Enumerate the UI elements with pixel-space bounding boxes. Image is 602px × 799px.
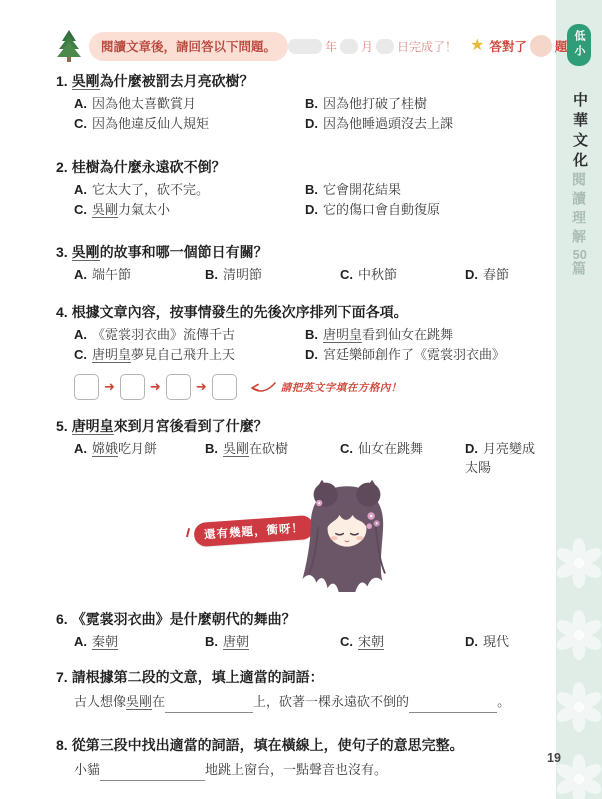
option-a: A. 《霓裳羽衣曲》流傳千古 xyxy=(74,327,236,342)
question-number: 8. xyxy=(56,737,68,753)
option-d: D. 因為他睡過頭沒去上課 xyxy=(305,116,454,131)
month-label: 月 xyxy=(361,39,374,54)
flower-icon xyxy=(556,601,602,669)
option-c: C. 宋朝 xyxy=(340,634,385,649)
option-a: A. 它太大了，砍不完。 xyxy=(74,182,210,197)
question-number: 4. xyxy=(56,304,68,320)
answer-box-1[interactable] xyxy=(74,374,99,400)
header xyxy=(56,30,568,62)
option-c: C. 因為他違反仙人規矩 xyxy=(74,116,210,131)
question-text: 從第三段中找出適當的詞語，填在橫線上，使句子的意思完整。 xyxy=(71,737,464,753)
option-b: B. 吳剛在砍樹 xyxy=(205,441,289,456)
year-label: 年 xyxy=(325,39,338,54)
series-title xyxy=(571,92,587,280)
options-q4 xyxy=(74,325,542,364)
option-a: A. 端午節 xyxy=(74,267,132,282)
option-d: D. 月亮變成太陽 xyxy=(465,441,536,475)
hint-text: 請把英文字填在方格內！ xyxy=(280,381,402,394)
option-d: D. 宮廷樂師創作了《霓裳羽衣曲》 xyxy=(305,347,506,362)
question-number: 3. xyxy=(56,244,68,260)
answer-box-2[interactable] xyxy=(120,374,145,400)
answer-box-3[interactable] xyxy=(166,374,191,400)
question-text: 請根據第二段的文意，填上適當的詞語： xyxy=(71,669,324,685)
sequence-answer-row xyxy=(74,373,542,401)
series-title-main: 中華文化 xyxy=(571,92,588,172)
series-title-sub: 閱讀理解 xyxy=(571,172,587,248)
score-input[interactable] xyxy=(530,35,552,57)
option-d: D. 現代 xyxy=(465,634,510,649)
flower-icon xyxy=(556,745,602,799)
question-text: 吳剛為什麼被罰去月亮砍樹？ xyxy=(71,73,254,89)
flower-icon xyxy=(556,529,602,597)
option-c: C. 吳剛力氣太小 xyxy=(74,202,171,217)
option-d: D. 它的傷口會自動復原 xyxy=(305,202,441,217)
question-6 xyxy=(56,610,542,651)
day-input[interactable] xyxy=(376,39,394,54)
question-text: 唐明皇來到月宮後看到了什麼？ xyxy=(71,418,268,434)
tree-icon xyxy=(56,29,82,63)
score-prefix: 答對了 xyxy=(489,40,527,54)
flower-pattern xyxy=(556,525,602,799)
illustration-area xyxy=(56,477,542,610)
option-a: A. 因為他太喜歡賞月 xyxy=(74,96,197,111)
option-b: B. 它會開花結果 xyxy=(305,182,402,197)
option-b: B. 唐朝 xyxy=(205,634,250,649)
option-c: C. 中秋節 xyxy=(340,267,398,282)
option-b: B. 唐明皇看到仙女在跳舞 xyxy=(305,327,454,342)
question-7 xyxy=(56,668,542,713)
cheer-speech-bubble: 還有幾題，衝呀！ xyxy=(193,515,314,547)
options-q2 xyxy=(74,180,542,219)
options-q3 xyxy=(74,265,542,284)
options-q5 xyxy=(74,439,542,477)
series-title-unit: 篇 xyxy=(571,261,587,280)
answer-box-4[interactable] xyxy=(212,374,237,400)
arrow-right-icon: ➜ xyxy=(104,379,115,394)
question-5 xyxy=(56,417,542,477)
question-2 xyxy=(56,158,542,219)
question-number: 7. xyxy=(56,669,68,685)
flower-icon xyxy=(556,673,602,741)
question-text: 《霓裳羽衣曲》是什麼朝代的舞曲？ xyxy=(71,611,296,627)
sidebar xyxy=(556,0,602,799)
question-1 xyxy=(56,72,542,133)
question-text: 吳剛的故事和哪一個節日有關？ xyxy=(71,244,268,260)
curly-arrow-icon xyxy=(249,380,277,394)
options-q1 xyxy=(74,94,542,133)
question-text: 根據文章內容，按事情發生的先後次序排列下面各項。 xyxy=(71,304,408,320)
month-input[interactable] xyxy=(340,39,358,54)
completion-date xyxy=(288,35,567,57)
question-4 xyxy=(56,303,542,401)
arrow-right-icon: ➜ xyxy=(149,379,161,394)
day-label: 日完成了！ xyxy=(397,39,458,54)
instruction-banner: 閱讀文章後，請回答以下問題。 xyxy=(89,32,288,61)
question-3 xyxy=(56,243,542,284)
options-q6 xyxy=(74,632,542,651)
fill-in-sentence[interactable]: 古人想像吳剛在 上，砍著一棵永遠砍不倒的 。 xyxy=(74,691,542,713)
series-title-number: 50 xyxy=(572,248,587,261)
score-suffix: 題 xyxy=(554,40,568,54)
question-text: 桂樹為什麼永遠砍不倒？ xyxy=(71,159,226,175)
option-b: B. 清明節 xyxy=(205,267,263,282)
question-number: 1. xyxy=(56,73,68,89)
arrow-right-icon: ➜ xyxy=(195,379,207,394)
page-number: 19 xyxy=(547,751,561,765)
option-c: C. 唐明皇夢見自己飛升上天 xyxy=(74,347,236,362)
girl-illustration xyxy=(296,479,398,603)
star-icon: ★ xyxy=(470,37,485,54)
level-badge: 低小 xyxy=(567,24,591,66)
handwritten-hint xyxy=(249,380,402,395)
option-b: B. 因為他打破了桂樹 xyxy=(305,96,428,111)
option-a: A. 秦朝 xyxy=(74,634,119,649)
fill-in-sentence[interactable]: 小貓 地跳上窗台，一點聲音也沒有。 xyxy=(74,759,542,781)
option-d: D. 春節 xyxy=(465,267,510,282)
year-input[interactable] xyxy=(288,39,322,54)
option-c: C. 仙女在跳舞 xyxy=(340,441,424,456)
option-a: A. 嫦娥吃月餅 xyxy=(74,441,158,456)
question-8 xyxy=(56,736,542,781)
question-number: 6. xyxy=(56,611,68,627)
question-number: 2. xyxy=(56,159,68,175)
question-number: 5. xyxy=(56,418,68,434)
